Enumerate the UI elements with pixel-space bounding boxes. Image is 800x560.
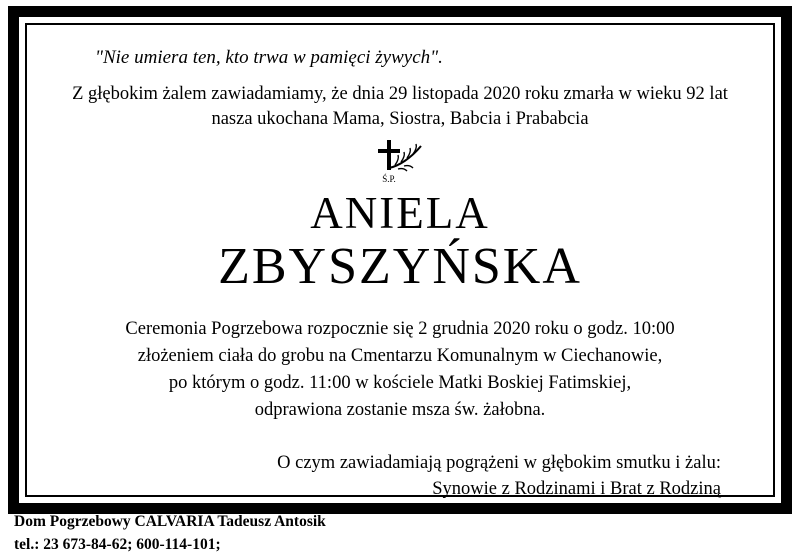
memorial-quote: "Nie umiera ten, kto trwa w pamięci żywych". xyxy=(95,47,443,68)
deceased-surname: ZBYSZYŃSKA xyxy=(218,238,582,296)
deceased-first-name: ANIELA xyxy=(310,187,490,238)
ceremony-line-1: Ceremonia Pogrzebowa rozpocznie się 2 grudnia 2020 roku o godz. 10:00 xyxy=(125,319,675,340)
announcement-text xyxy=(55,82,745,132)
inner-rule xyxy=(25,23,775,500)
family-line-1: O czym zawiadamiają pogrążeni w głębokim smutku i żalu: xyxy=(277,452,721,473)
mourning-frame xyxy=(8,6,792,514)
announcement-line-1: Z głębokim żalem zawiadamiamy, że dnia 29 listopada 2020 roku zmarła w wieku 92 lat xyxy=(72,83,728,104)
ceremony-details xyxy=(55,316,745,423)
announcement-line-2: nasza ukochana Mama, Siostra, Babcia i Prababcia xyxy=(211,108,589,129)
cross-and-palm-icon xyxy=(55,138,745,184)
funeral-home-name: Dom Pogrzebowy CALVARIA Tadeusz Antosik xyxy=(14,513,326,531)
ceremony-line-4: odprawiona zostanie msza św. żałobna. xyxy=(254,399,546,420)
ceremony-line-3: po którym o godz. 11:00 w kościele Matki Boskiej Fatimskiej, xyxy=(168,372,632,393)
family-line-2: Synowie z Rodzinami i Brat z Rodziną xyxy=(432,479,721,500)
funeral-home-phone: tel.: 23 673-84-62; 600-114-101; xyxy=(14,535,221,553)
ceremony-line-2: złożeniem ciała do grobu na Cmentarzu Komunalnym w Ciechanowie, xyxy=(137,346,663,367)
sp-label: Ś.P. xyxy=(382,173,396,184)
notice-content xyxy=(27,25,773,500)
funeral-home-footer xyxy=(14,511,326,556)
family-signature xyxy=(55,450,745,504)
